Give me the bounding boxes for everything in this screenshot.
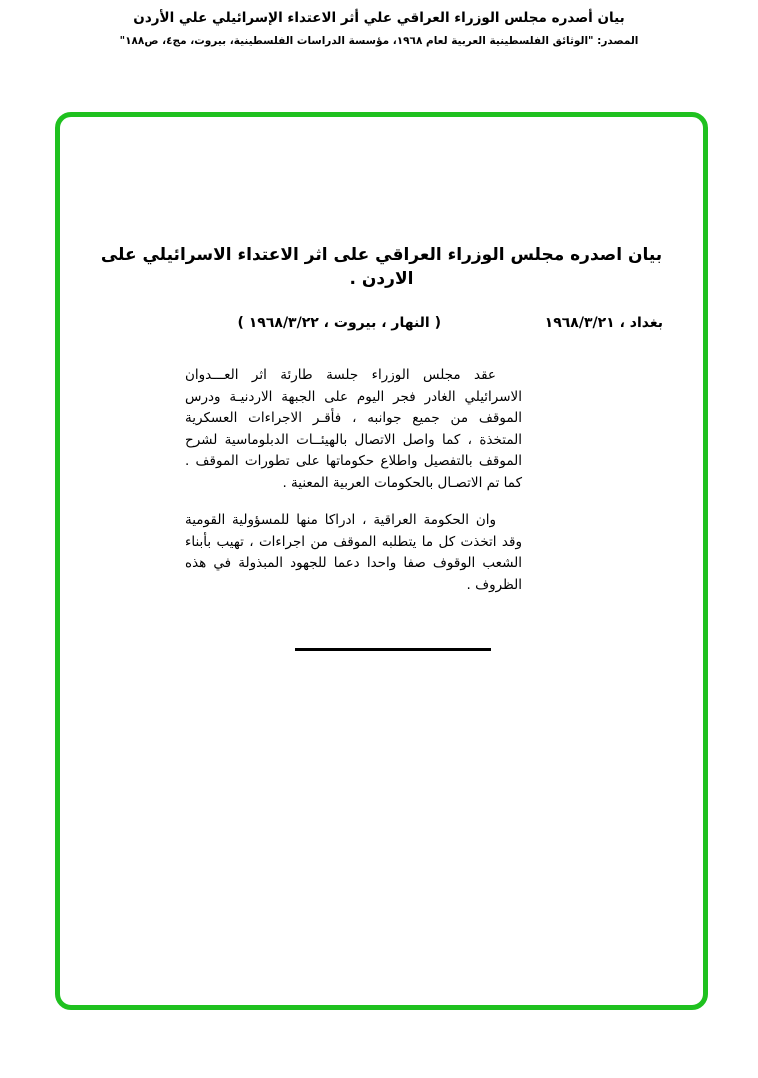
header-title: بيان أصدره مجلس الوزراء العراقي علي أثر الاعتداء الإسرائيلي علي الأردن: [133, 10, 625, 26]
header-source: المصدر: "الوثائق الفلسطينية العربية لعام ١٩٦٨، مؤسسة الدراسات الفلسطينية، بيروت، مج٤، ص١٨٨": [119, 35, 639, 47]
dateline-citation: ( النهار ، بيروت ، ١٩٦٨/٣/٢٢ ): [237, 315, 441, 331]
dateline: [60, 315, 703, 339]
document-title: بيان اصدره مجلس الوزراء العراقي على اثر الاعتداء الاسرائيلي على الاردن .: [100, 245, 663, 289]
document-page: [60, 117, 703, 1005]
page-header: [0, 0, 758, 47]
document-body: [185, 365, 522, 596]
paragraph-1: عقد مجلس الوزراء جلسة طارئة اثر العـــدوان الاسرائيلي الغادر فجر اليوم على الجبهة الاردنيـة ودرس الموقف من جميع جوانبه ، فأقـر الاجراءات العسكرية المتخذة ، كما واصل الاتصال بالهيئــات الدبلوماسية لشرح الموقف بالتفصيل واطلاع حكوماتها على تطورات الموقف . كما تم الاتصـال بالحكومات العربية المعنية .: [185, 367, 522, 491]
document-frame: [55, 112, 708, 1010]
end-divider: [295, 648, 491, 651]
dateline-place: بغداد ، ١٩٦٨/٣/٢١: [544, 315, 663, 331]
paragraph-2: وان الحكومة العراقية ، ادراكا منها للمسؤولية القومية وقد اتخذت كل ما يتطلبه الموقف من اجراءات ، تهيب بأبناء الشعب الوقوف صفا واحدا دعما للجهود المبذولة في هذه الظروف .: [185, 512, 522, 593]
